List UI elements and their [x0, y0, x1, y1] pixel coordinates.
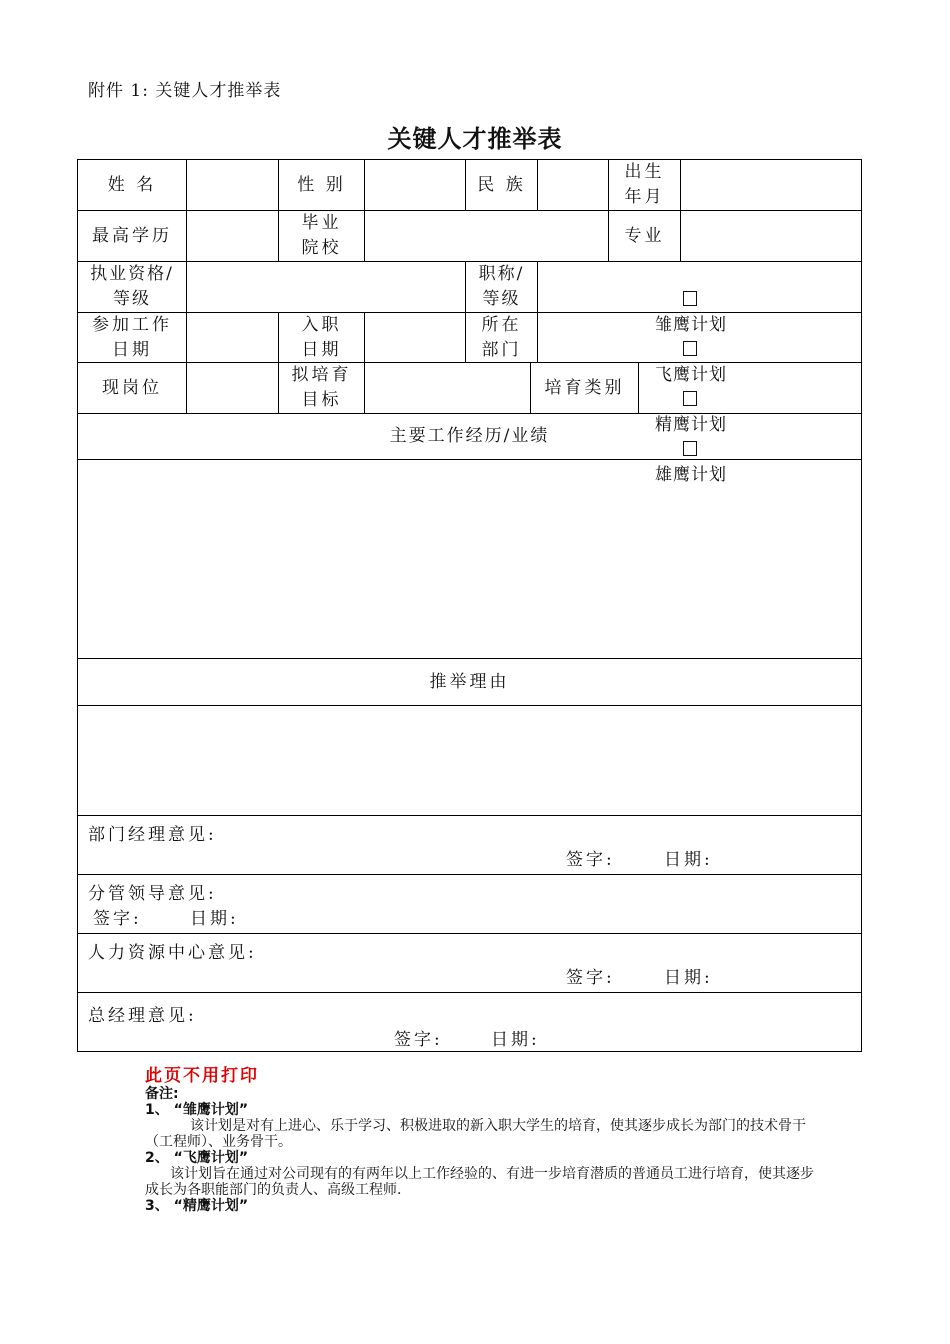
birth-field[interactable] — [681, 160, 861, 210]
title-label: 职称/ 等级 — [478, 264, 525, 309]
department-label: 所在 部门 — [481, 314, 522, 360]
dept-manager-date-label: 日期: — [664, 850, 713, 870]
school-field[interactable] — [365, 211, 608, 261]
attachment-label: 附件 1: 关键人才推举表 — [88, 81, 282, 101]
education-label: 最高学历 — [92, 225, 172, 246]
note-item1-text: 该计划是对有上进心、乐于学习、积极进取的新入职大学生的培育，使其逐步成长为部门的技术骨干（工程师）、业务骨干。 — [145, 1118, 806, 1150]
option-xiongying-label: 雄鹰计划 — [655, 465, 727, 485]
option-jingying-label: 精鹰计划 — [655, 415, 727, 435]
work-start-field[interactable] — [187, 313, 278, 362]
gm-opinion-label: 总经理意见: — [88, 1006, 197, 1026]
dept-manager-sign-label: 签字: — [566, 850, 615, 870]
option-chuying-label: 雏鹰计划 — [655, 315, 727, 335]
category-options — [639, 315, 861, 485]
gm-date-label: 日期: — [491, 1030, 540, 1050]
target-label: 拟培育 目标 — [291, 365, 352, 410]
note-item2-title: 2、 “飞鹰计划” — [145, 1150, 249, 1166]
leader-date-label: 日期: — [190, 909, 239, 929]
leader-opinion-label: 分管领导意见: — [88, 884, 217, 904]
notes-section — [145, 1066, 815, 1214]
birth-label: 出生 年月 — [624, 162, 665, 207]
checkbox-feiying[interactable] — [683, 341, 697, 356]
school-label: 毕业 院校 — [301, 213, 342, 258]
qualification-label: 执业资格/ 等级 — [90, 264, 174, 309]
page-title: 关键人才推举表 — [387, 125, 563, 153]
entry-date-field[interactable] — [365, 313, 465, 362]
ethnicity-field[interactable] — [538, 160, 608, 210]
experience-field[interactable] — [78, 460, 861, 658]
experience-header: 主要工作经历/业绩 — [389, 426, 550, 446]
note-item1-title: 1、 “雏鹰计划” — [145, 1102, 249, 1118]
position-field[interactable] — [187, 363, 278, 413]
hr-sign-label: 签字: — [566, 968, 615, 988]
category-label: 培育类别 — [544, 377, 625, 398]
entry-date-label: 入职 日期 — [301, 314, 342, 360]
checkbox-jingying[interactable] — [683, 391, 697, 406]
checkbox-chuying[interactable] — [683, 291, 697, 306]
hr-date-label: 日期: — [664, 968, 713, 988]
ethnicity-label: 民 族 — [477, 174, 526, 195]
dept-manager-opinion-label: 部门经理意见: — [88, 825, 217, 845]
position-label: 现岗位 — [102, 377, 162, 398]
note-item3-title: 3、 “精鹰计划” — [145, 1198, 249, 1214]
name-field[interactable] — [187, 160, 278, 210]
remark-label: 备注: — [145, 1086, 179, 1102]
qualification-field[interactable] — [187, 262, 465, 312]
major-field[interactable] — [681, 211, 861, 261]
reason-field[interactable] — [78, 706, 861, 815]
reason-header: 推举理由 — [429, 671, 510, 692]
note-item2-text: 该计划旨在通过对公司现有的有两年以上工作经验的、有进一步培育潜质的普通员工进行培育，使其逐步成长为各职能部门的负责人、高级工程师. — [145, 1166, 814, 1198]
hr-opinion-label: 人力资源中心意见: — [88, 943, 257, 963]
leader-sign-label: 签字: — [93, 909, 142, 929]
gender-field[interactable] — [365, 160, 465, 210]
education-field[interactable] — [187, 211, 278, 261]
target-field[interactable] — [365, 363, 530, 413]
major-label: 专业 — [624, 225, 665, 246]
work-start-label: 参加工作 日期 — [92, 314, 172, 360]
gm-sign-label: 签字: — [394, 1030, 443, 1050]
name-label: 姓 名 — [107, 174, 157, 195]
no-print-note: 此页不用打印 — [145, 1066, 259, 1086]
gender-label: 性 别 — [297, 174, 346, 195]
option-feiying-label: 飞鹰计划 — [655, 365, 727, 385]
